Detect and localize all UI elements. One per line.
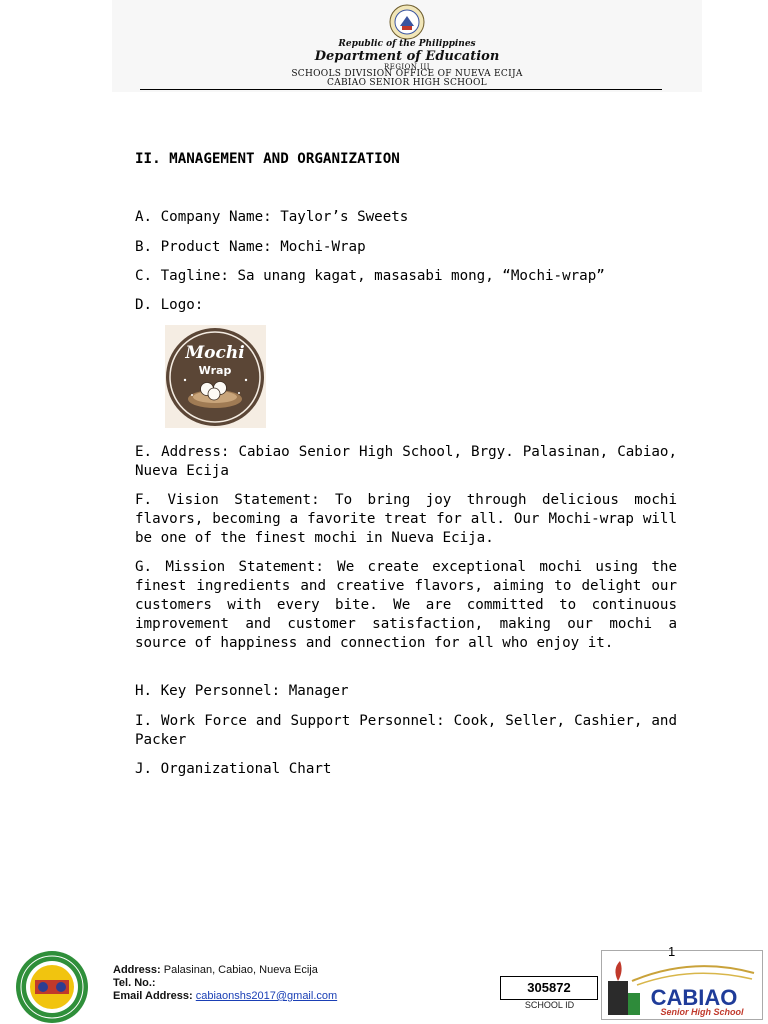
company-name-item: A. Company Name: Taylor’s Sweets bbox=[135, 209, 409, 225]
section-title: II. MANAGEMENT AND ORGANIZATION bbox=[135, 151, 400, 167]
organizational-chart-item: J. Organizational Chart bbox=[135, 761, 332, 777]
cabiao-shs-logo bbox=[601, 950, 763, 1020]
mochi-wrap-logo bbox=[165, 325, 266, 428]
school-seal-icon bbox=[5, 950, 99, 1024]
letterhead-region: REGION III bbox=[383, 63, 431, 71]
school-logo-name: CABIAO bbox=[650, 985, 738, 1010]
key-personnel-item: H. Key Personnel: Manager bbox=[135, 683, 349, 699]
logo-line2: Wrap bbox=[198, 364, 232, 377]
letterhead-department: Department of Education bbox=[314, 49, 500, 64]
school-id-value: 305872 bbox=[500, 976, 598, 1000]
logo-item: D. Logo: bbox=[135, 297, 204, 313]
mission-statement-item: G. Mission Statement: We create exceptional mochi using the finest ingredients and creative flavors, aiming to delight our customers with every bite. We are committed to continuous improvement and customer satisfaction, making our mochi a source of happiness and connection for all who enjoy it. bbox=[135, 559, 686, 651]
tagline-item: C. Tagline: Sa unang kagat, masasabi mong, “Mochi-wrap” bbox=[135, 268, 605, 284]
deped-seal-icon bbox=[380, 4, 434, 40]
footer-email-link[interactable]: cabiaonshs2017@gmail.com bbox=[195, 990, 338, 1002]
footer-email-label: Email Address: bbox=[113, 990, 193, 1002]
school-id-label: SCHOOL ID bbox=[524, 1000, 575, 1010]
footer-tel-label: Tel. No.: bbox=[113, 977, 156, 989]
work-force-item: I. Work Force and Support Personnel: Cook, Seller, Cashier, and Packer bbox=[135, 713, 686, 748]
letterhead-republic: Republic of the Philippines bbox=[338, 39, 476, 49]
vision-statement-item: F. Vision Statement: To bring joy through delicious mochi flavors, becoming a favorite treat for all. Our Mochi-wrap will be one of the finest mochi in Nueva Ecija. bbox=[135, 492, 686, 546]
letterhead-school: CABIAO SENIOR HIGH SCHOOL bbox=[327, 78, 487, 88]
footer-address-value: Palasinan, Cabiao, Nueva Ecija bbox=[163, 964, 318, 976]
page-number: 1 bbox=[668, 944, 676, 959]
letterhead-divider bbox=[140, 89, 662, 90]
address-item: E. Address: Cabiao Senior High School, Brgy. Palasinan, Cabiao, Nueva Ecija bbox=[135, 444, 686, 479]
footer-contact bbox=[113, 964, 337, 1003]
logo-line1: Mochi bbox=[185, 343, 245, 363]
school-logo-sub: Senior High School bbox=[660, 1007, 744, 1017]
letterhead-division: SCHOOLS DIVISION OFFICE OF NUEVA ECIJA bbox=[291, 69, 523, 79]
product-name-item: B. Product Name: Mochi-Wrap bbox=[135, 239, 366, 255]
footer-address-label: Address: bbox=[113, 964, 161, 976]
